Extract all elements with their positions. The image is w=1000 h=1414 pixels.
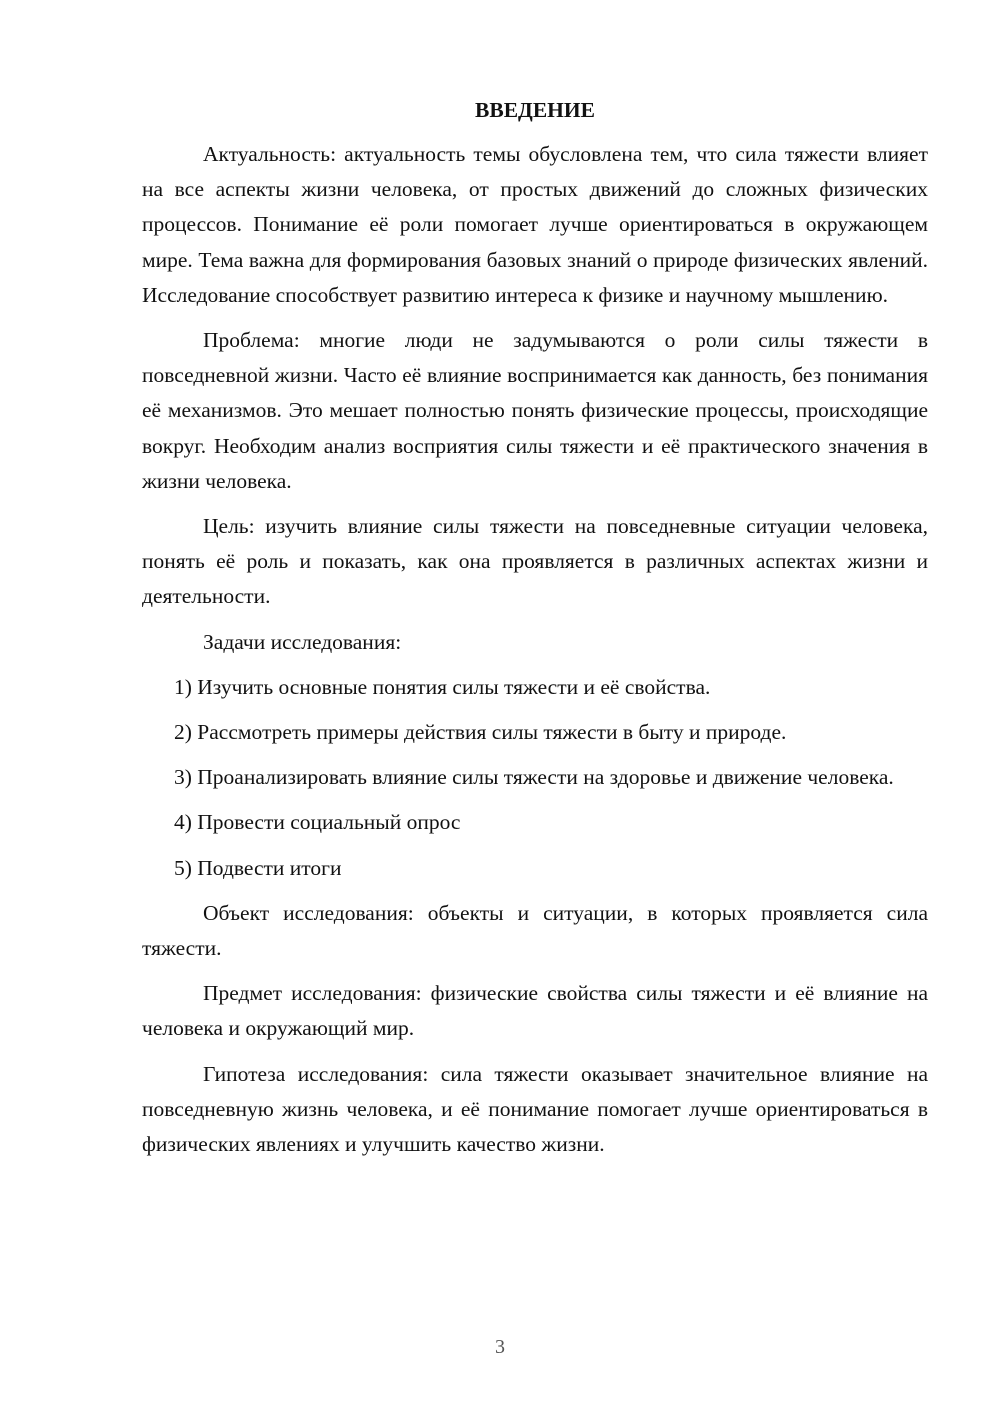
paragraph-relevance: Актуальность: актуальность темы обусловлена тем, что сила тяжести влияет на все аспекты жизни человека, от простых движений до сложных физических процессов. Понимание её роли помогает лучше ориентироваться в окружающем мире. Тема важна для формирования базовых знаний о природе физических явлений. Исследование способствует развитию интереса к физике и научному мышлению. <box>142 142 928 307</box>
task-item: 3) Проанализировать влияние силы тяжести на здоровье и движение человека. <box>174 765 894 790</box>
paragraph-hypothesis: Гипотеза исследования: сила тяжести оказывает значительное влияние на повседневную жизнь человека, и её понимание помогает лучше ориентироваться в физических явлениях и улучшить качество жизни. <box>142 1061 928 1157</box>
task-item: 5) Подвести итоги <box>174 855 342 880</box>
paragraph-object: Объект исследования: объекты и ситуации, в которых проявляется сила тяжести. <box>142 900 928 961</box>
paragraph-subject: Предмет исследования: физические свойства силы тяжести и её влияние на человека и окружающий мир. <box>142 981 928 1041</box>
tasks-list <box>142 670 928 886</box>
task-item: 4) Провести социальный опрос <box>174 810 461 835</box>
paragraph-problem: Проблема: многие люди не задумываются о роли силы тяжести в повседневной жизни. Часто её влияние воспринимается как данность, без понимания её механизмов. Это мешает полностью понять физические процессы, происходящие вокруг. Необходим анализ восприятия силы тяжести и её практического значения в жизни человека. <box>142 328 928 493</box>
tasks-title: Задачи исследования: <box>203 629 402 654</box>
paragraph-goal: Цель: изучить влияние силы тяжести на повседневные ситуации человека, понять её роль и показать, как она проявляется в различных аспектах жизни и деятельности. <box>142 514 928 609</box>
task-item: 1) Изучить основные понятия силы тяжести и её свойства. <box>174 674 711 699</box>
task-item: 2) Рассмотреть примеры действия силы тяжести в быту и природе. <box>174 720 787 745</box>
section-heading: ВВЕДЕНИЕ <box>475 98 595 122</box>
page-number: 3 <box>495 1336 505 1358</box>
page-content <box>142 95 928 1172</box>
